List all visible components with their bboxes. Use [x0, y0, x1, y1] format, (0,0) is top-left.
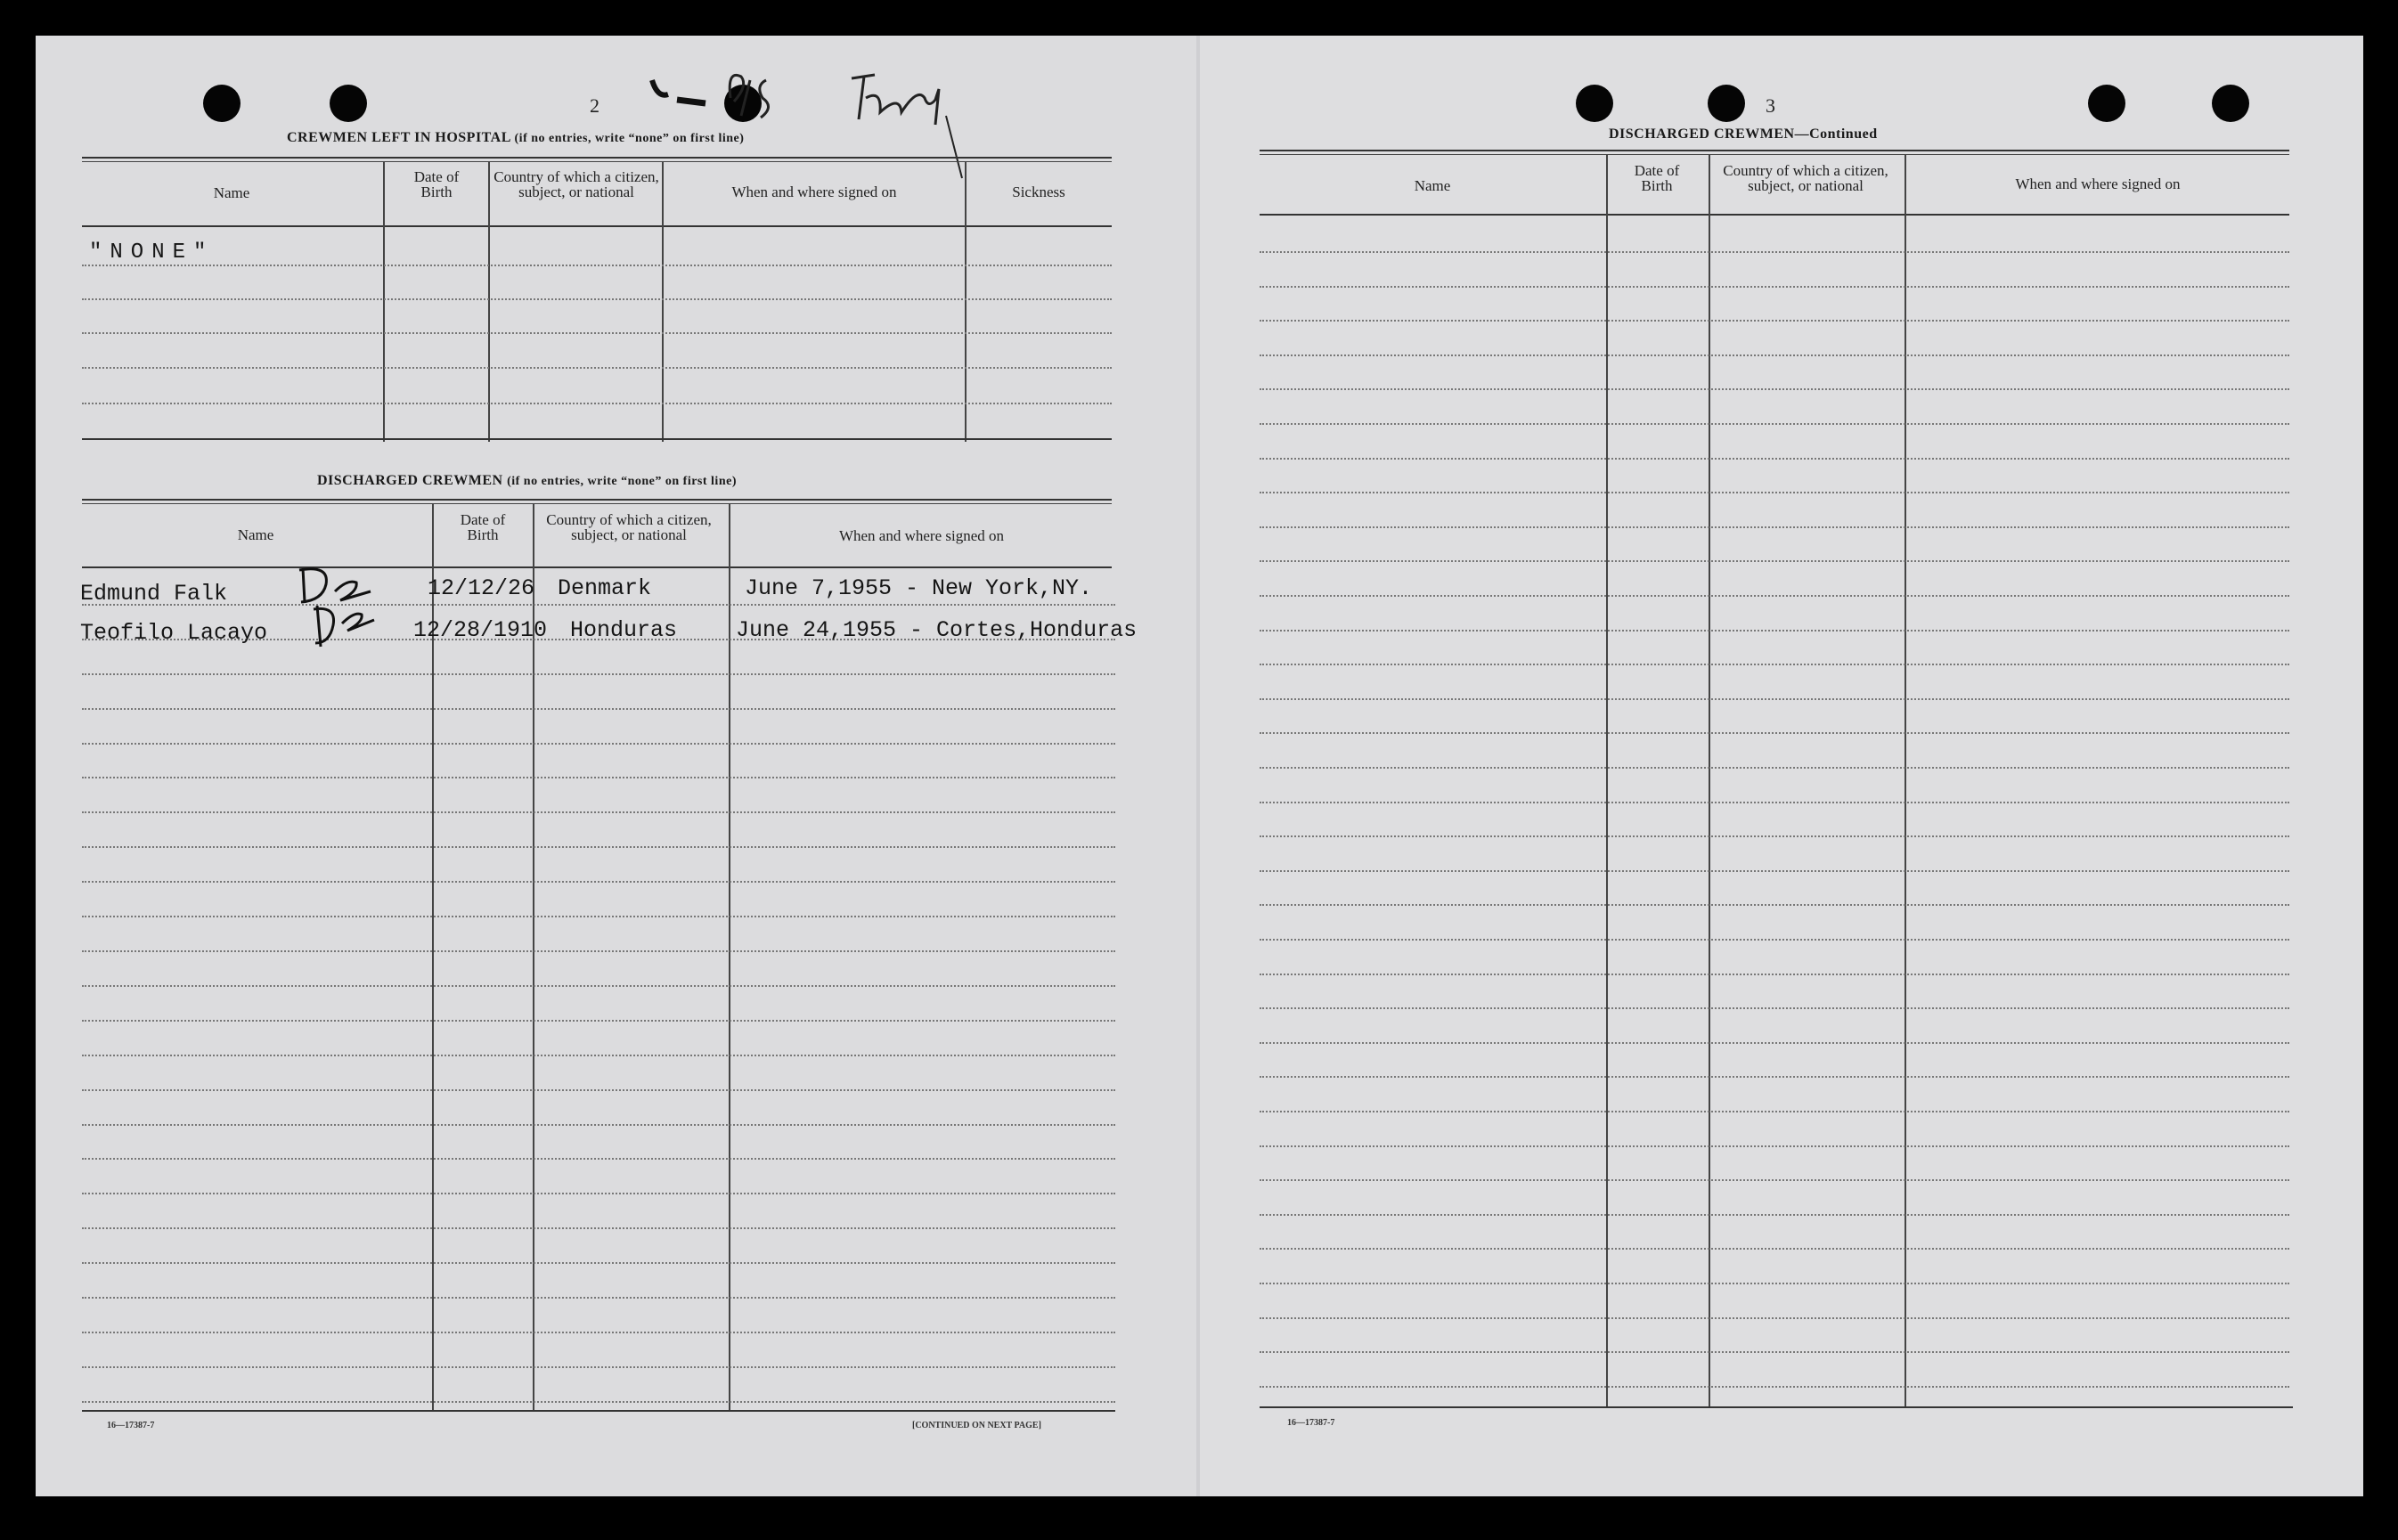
- form-number: 16—17387-7: [1287, 1418, 1335, 1428]
- entry-line: [82, 1297, 1115, 1299]
- crewman-signed-on: June 24,1955 - Cortes,Honduras: [736, 617, 1138, 643]
- column-header-dob: Date of Birth: [413, 168, 460, 200]
- punch-hole: [1708, 85, 1745, 122]
- entry-line: [82, 403, 1112, 404]
- column-rule: [662, 161, 664, 442]
- crewman-dob: 12/12/26: [428, 575, 535, 601]
- column-header-country: Country of which a citizen, subject, or national: [493, 168, 659, 200]
- entry-line: [1260, 388, 2289, 390]
- entry-line: [1260, 1283, 2289, 1284]
- entry-line: [1260, 458, 2289, 460]
- punch-hole: [2212, 85, 2249, 122]
- entry-line: [1260, 1007, 2289, 1009]
- entry-line: [82, 1332, 1115, 1333]
- column-header-country: Country of which a citizen, subject, or national: [546, 511, 712, 543]
- entry-line: [1260, 1076, 2289, 1078]
- column-rule: [488, 161, 490, 442]
- header-rule: [1260, 214, 2289, 216]
- entry-line: [82, 367, 1112, 369]
- column-rule: [965, 161, 967, 442]
- discharged-title-text: DISCHARGED CREWMEN: [317, 473, 503, 488]
- table-rule: [1260, 150, 2289, 151]
- column-rule: [1606, 154, 1608, 1406]
- entry-line: [82, 846, 1115, 848]
- entry-line: [82, 298, 1112, 300]
- entry-line: [82, 1020, 1115, 1022]
- entry-line: [1260, 595, 2289, 597]
- entry-line: [1260, 492, 2289, 493]
- column-header-sickness: Sickness: [1012, 183, 1065, 200]
- table-rule: [82, 499, 1112, 501]
- table-bottom-rule: [82, 438, 1112, 440]
- entry-line: [1260, 835, 2289, 837]
- hospital-section-title: [287, 130, 744, 146]
- entry-line: [1260, 939, 2289, 941]
- hospital-instruction: (if no entries, write “none” on first line): [514, 132, 745, 145]
- handwritten-annotation: [641, 62, 980, 187]
- entry-line: [82, 743, 1115, 745]
- entry-line: [1260, 698, 2289, 700]
- entry-line: [1260, 251, 2289, 253]
- punch-hole: [330, 85, 367, 122]
- hospital-first-entry: "NONE": [89, 240, 215, 265]
- entry-line: [1260, 1248, 2289, 1250]
- entry-line: [82, 811, 1115, 813]
- entry-line: [82, 985, 1115, 987]
- entry-line: [82, 950, 1115, 952]
- punch-hole: [203, 85, 241, 122]
- punch-hole: [1576, 85, 1613, 122]
- entry-line: [82, 1227, 1115, 1229]
- page-number: 2: [590, 94, 600, 117]
- entry-line: [1260, 1179, 2289, 1181]
- table-rule: [82, 503, 1112, 504]
- entry-line: [82, 1124, 1115, 1126]
- entry-line: [1260, 1214, 2289, 1216]
- table-bottom-rule: [82, 1410, 1115, 1412]
- entry-line: [1260, 904, 2289, 906]
- entry-line: [82, 604, 1115, 606]
- discharged-instruction: (if no entries, write “none” on first line): [507, 475, 737, 488]
- discharged-continued-title: DISCHARGED CREWMEN—Continued: [1609, 126, 1878, 142]
- table-rule: [82, 161, 1112, 162]
- column-rule: [383, 161, 385, 442]
- page-fold: [1196, 36, 1200, 1496]
- entry-line: [1260, 1351, 2289, 1353]
- crewman-signed-on: June 7,1955 - New York,NY.: [745, 575, 1093, 601]
- right-page: [1198, 36, 2363, 1496]
- column-header-signed-on: When and where signed on: [2015, 175, 2181, 192]
- entry-line: [82, 1055, 1115, 1056]
- column-header-name: Name: [1414, 177, 1451, 194]
- entry-line: [1260, 870, 2289, 872]
- punch-hole: [2088, 85, 2125, 122]
- entry-line: [82, 1401, 1115, 1403]
- entry-line: [1260, 560, 2289, 562]
- entry-line: [82, 881, 1115, 883]
- crewman-dob: 12/28/1910: [413, 617, 548, 643]
- table-bottom-rule: [1260, 1406, 2293, 1408]
- crewman-name: Edmund Falk: [80, 581, 228, 607]
- header-rule: [82, 225, 1112, 227]
- entry-line: [82, 1193, 1115, 1194]
- entry-line: [82, 1262, 1115, 1264]
- continued-note: [CONTINUED ON NEXT PAGE]: [912, 1421, 1041, 1430]
- entry-line: [1260, 1111, 2289, 1112]
- discharged-section-title: [317, 473, 737, 489]
- column-header-dob: Date of Birth: [1634, 162, 1680, 194]
- entry-line: [1260, 974, 2289, 975]
- entry-line: [1260, 767, 2289, 769]
- entry-line: [1260, 354, 2289, 356]
- entry-line: [1260, 526, 2289, 528]
- entry-line: [1260, 320, 2289, 322]
- crewman-country: Denmark: [558, 575, 652, 601]
- entry-line: [1260, 1317, 2289, 1319]
- column-header-country: Country of which a citizen, subject, or national: [1723, 162, 1888, 194]
- entry-line: [82, 1158, 1115, 1160]
- column-rule: [1709, 154, 1710, 1406]
- table-rule: [1260, 154, 2289, 155]
- entry-line: [1260, 1386, 2289, 1388]
- column-rule: [1905, 154, 1906, 1406]
- entry-line: [1260, 802, 2289, 803]
- hospital-title-text: CREWMEN LEFT IN HOSPITAL: [287, 130, 511, 145]
- column-header-name: Name: [213, 184, 250, 201]
- entry-line: [82, 916, 1115, 917]
- column-header-name: Name: [237, 526, 274, 543]
- entry-line: [82, 708, 1115, 710]
- entry-line: [82, 1366, 1115, 1368]
- entry-line: [82, 777, 1115, 778]
- entry-line: [1260, 286, 2289, 288]
- entry-line: [82, 673, 1115, 675]
- column-header-signed-on: When and where signed on: [838, 527, 1005, 544]
- column-header-dob: Date of Birth: [460, 511, 506, 543]
- page-number: 3: [1766, 94, 1775, 117]
- table-rule: [82, 157, 1112, 159]
- entry-line: [1260, 732, 2289, 734]
- entry-line: [1260, 630, 2289, 631]
- crewman-country: Honduras: [570, 617, 678, 643]
- entry-line: [1260, 1145, 2289, 1147]
- entry-line: [82, 332, 1112, 334]
- handwritten-mark-d2: [306, 602, 387, 652]
- form-number: 16—17387-7: [107, 1421, 155, 1430]
- entry-line: [1260, 423, 2289, 425]
- entry-line: [1260, 664, 2289, 665]
- entry-line: [1260, 1042, 2289, 1044]
- entry-line: [82, 265, 1112, 266]
- entry-line: [82, 1089, 1115, 1091]
- column-header-signed-on: When and where signed on: [731, 183, 897, 200]
- crewman-name: Teofilo Lacayo: [80, 620, 268, 646]
- header-rule: [82, 566, 1112, 568]
